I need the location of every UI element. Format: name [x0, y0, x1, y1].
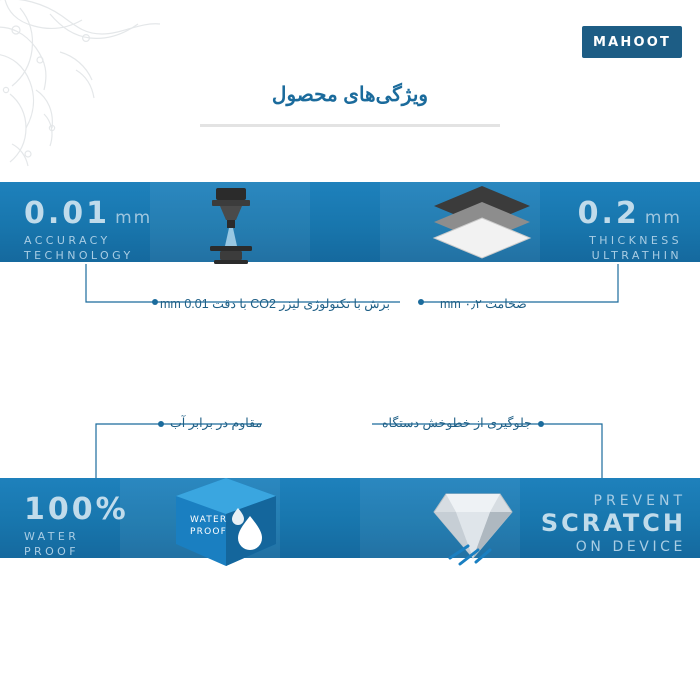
connector-waterproof-dot: [158, 421, 164, 427]
brand-logo-text: MAHOOT: [592, 34, 672, 50]
feature-accuracy: [24, 196, 152, 262]
feature-accuracy-value: 0.01: [24, 196, 111, 231]
feature-scratch-line3: ON DEVICE: [575, 539, 686, 555]
feature-accuracy-line2: TECHNOLOGY: [24, 249, 134, 262]
laser-cutter-icon: [196, 186, 266, 269]
callout-waterproof: مقاوم در برابر آب: [170, 416, 263, 430]
callout-accuracy: برش با تکنولوژی لیزر CO2 با دقت 0.01 mm: [160, 297, 390, 311]
svg-text:WATER: WATER: [190, 515, 228, 525]
title-divider: [200, 124, 500, 127]
feature-ultrathin: [578, 196, 682, 262]
connector-ultrathin-dot: [418, 299, 424, 305]
connector-accuracy-dot: [152, 299, 158, 305]
feature-ultrathin-line2: ULTRATHIN: [591, 249, 682, 262]
callout-scratch: جلوگیری از خطوخش دستگاه: [382, 416, 532, 430]
page-title: ویژگی‌های محصول: [271, 84, 429, 106]
feature-scratch-line2: SCRATCH: [540, 509, 686, 537]
feature-waterproof-line2: PROOF: [24, 545, 79, 558]
svg-text:PROOF: PROOF: [190, 527, 228, 537]
connector-scratch-dot: [538, 421, 544, 427]
water-proof-box-icon: [168, 474, 284, 575]
brand-logo: [582, 26, 682, 58]
feature-scratch-line1: PREVENT: [593, 493, 686, 509]
callout-ultrathin: ضخامت ۰٫۲ mm: [440, 297, 527, 311]
feature-waterproof: [24, 492, 129, 558]
feature-ultrathin-line1: THICKNESS: [589, 234, 682, 247]
feature-ultrathin-value: 0.2: [577, 196, 640, 231]
layers-icon: [428, 184, 536, 271]
feature-waterproof-value: 100%: [24, 492, 129, 527]
diamond-scratch-icon: [420, 474, 526, 575]
feature-scratch: [541, 490, 686, 555]
feature-accuracy-line1: ACCURACY: [24, 234, 111, 247]
feature-waterproof-line1: WATER: [24, 530, 80, 543]
feature-ultrathin-unit: mm: [644, 208, 682, 228]
feature-accuracy-unit: mm: [115, 208, 153, 228]
